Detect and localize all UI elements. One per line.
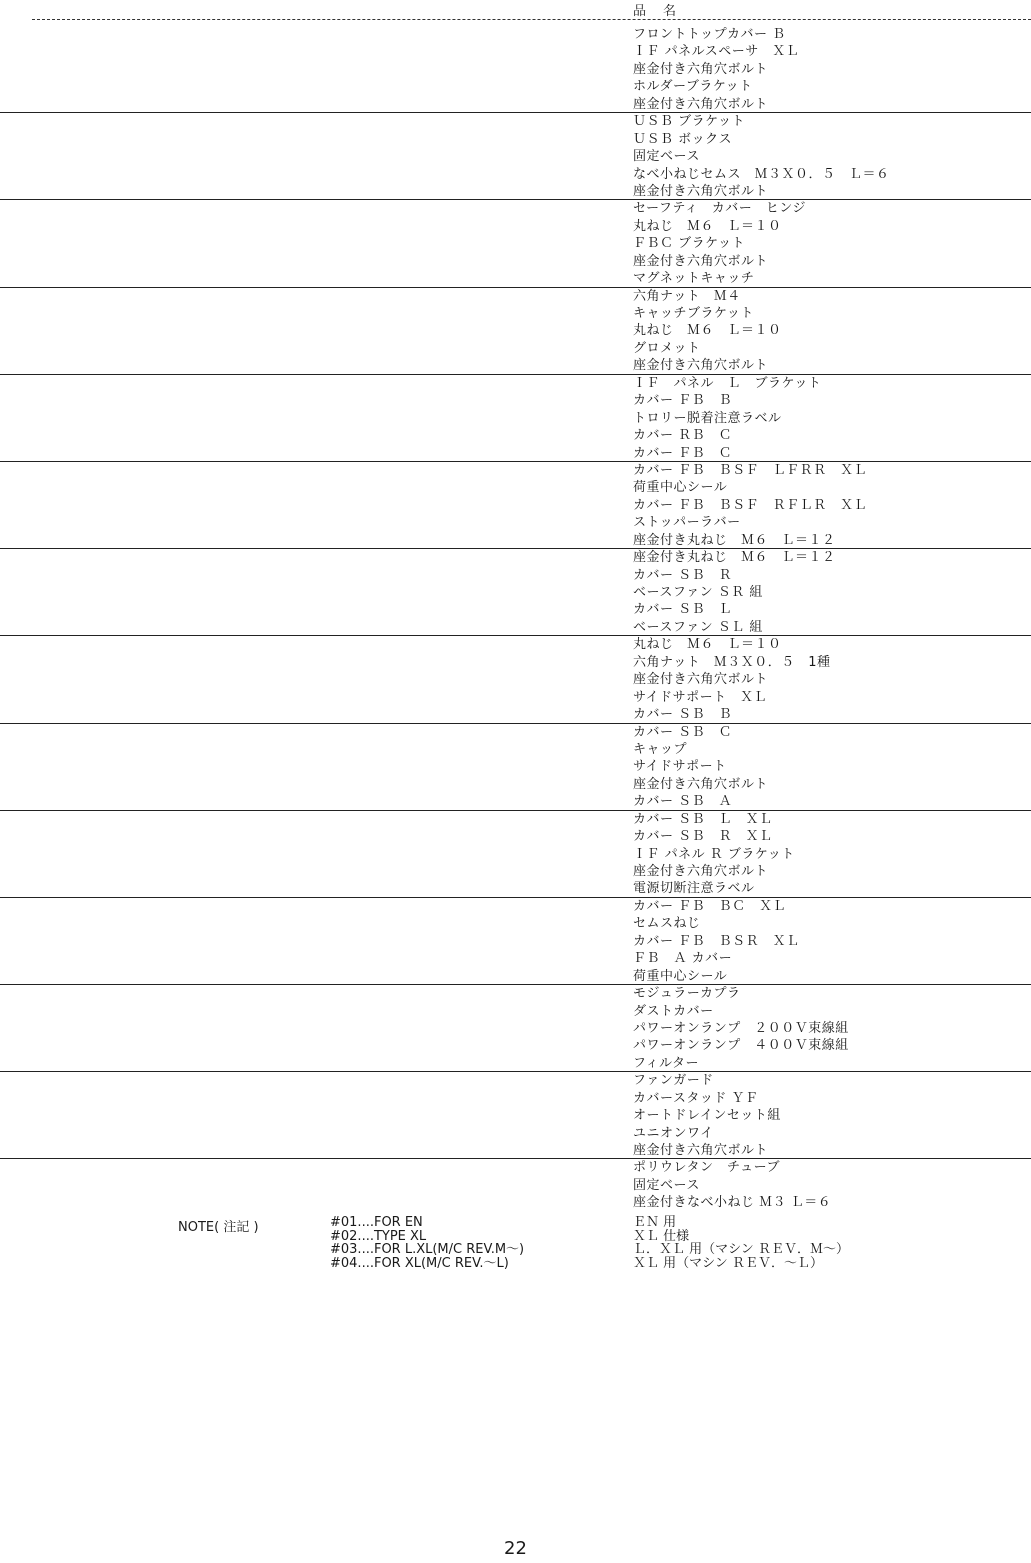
part-group — [0, 26, 1031, 113]
part-item: セムスねじ — [633, 916, 701, 932]
part-item: カバー ＳＢ Ｒ — [633, 567, 733, 583]
part-item: カバー ＳＢ Ｃ — [633, 724, 733, 740]
part-item: 六角ナット Ｍ３Ｘ０．５ 1種 — [633, 654, 831, 670]
note-description: Ｌ．ＸＬ 用（マシン ＲＥＶ．Ｍ～） — [633, 1242, 849, 1257]
part-item: ＦＢＣ ブラケット — [633, 236, 745, 252]
part-item: 座金付き六角穴ボルト — [633, 1143, 769, 1158]
part-item: 丸ねじ Ｍ６ Ｌ＝１０ — [633, 218, 782, 234]
part-item: 固定ベース — [633, 149, 700, 165]
part-group — [0, 549, 1031, 636]
part-item: ＵＳＢ ブラケット — [633, 114, 745, 130]
part-group — [0, 462, 1031, 549]
part-item: ＦＢ Ａ カバー — [633, 951, 733, 967]
part-item: パワーオンランプ ２００Ｖ束線組 — [633, 1020, 849, 1036]
part-item: 荷重中心シール — [633, 968, 728, 984]
part-item: 座金付き六角穴ボルト — [633, 358, 769, 374]
part-item: 丸ねじ Ｍ６ Ｌ＝１０ — [633, 323, 782, 339]
header-dashed-divider — [32, 19, 1031, 20]
note-code: #03....FOR L.XL(M/C REV.M～) — [330, 1242, 525, 1257]
part-item: サイドサポート ＸＬ — [633, 689, 768, 705]
part-item: 座金付き六角穴ボルト — [633, 776, 769, 792]
page-number: 22 — [504, 1538, 527, 1559]
note-code: #02....TYPE XL — [330, 1228, 427, 1244]
parts-list — [0, 26, 1031, 1247]
part-item: グロメット — [633, 340, 701, 356]
part-item: カバー ＦＢ Ｂ — [633, 393, 733, 409]
part-item: 六角ナット Ｍ４ — [633, 288, 741, 304]
part-item: 座金付き六角穴ボルト — [633, 672, 769, 688]
part-group — [0, 985, 1031, 1072]
part-item: 丸ねじ Ｍ６ Ｌ＝１０ — [633, 637, 782, 653]
part-item: マグネットキャッチ — [633, 271, 755, 287]
part-group — [0, 724, 1031, 811]
part-item: カバー ＲＢ Ｃ — [633, 428, 733, 444]
part-item: 座金付き六角穴ボルト — [633, 864, 769, 879]
table-header — [0, 0, 1031, 22]
note-code: #01....FOR EN — [330, 1215, 423, 1230]
part-item: カバー ＦＢ ＢＳＦ ＬＦＲＲ ＸＬ — [633, 462, 868, 478]
part-item: ベースファン ＳＬ 組 — [633, 619, 763, 635]
part-item: キャップ — [633, 741, 688, 757]
part-item: パワーオンランプ ４００Ｖ束線組 — [633, 1038, 849, 1054]
part-item: ＩＦ パネルスペーサ ＸＬ — [633, 44, 800, 60]
part-item: カバー ＳＢ Ａ — [633, 794, 733, 810]
part-item: カバー ＦＢ ＢＳＦ ＲＦＬＲ ＸＬ — [633, 497, 868, 513]
part-item: 電源切断注意ラベル — [633, 881, 755, 897]
part-item: カバー ＦＢ ＢＳＲ ＸＬ — [633, 933, 800, 949]
column-title-part-name: 品 名 — [633, 0, 678, 19]
part-item: 座金付き六角穴ボルト — [633, 61, 769, 77]
part-group — [0, 1072, 1031, 1159]
part-item: カバー ＳＢ Ｌ ＸＬ — [633, 811, 773, 827]
part-item: キャッチブラケット — [633, 306, 754, 321]
part-group — [0, 288, 1031, 375]
part-item: ポリウレタン チューブ — [633, 1160, 780, 1176]
part-item: ＩＦ パネル Ｌ ブラケット — [633, 375, 822, 391]
part-item: ストッパーラバー — [633, 515, 741, 531]
part-item: 座金付き六角穴ボルト — [633, 183, 769, 199]
part-item: ＩＦ パネル Ｒ ブラケット — [633, 846, 795, 862]
part-item: オートドレインセット組 — [633, 1108, 781, 1124]
part-item: なべ小ねじセムス Ｍ３Ｘ０．５ Ｌ＝６ — [633, 166, 890, 182]
part-item: ファンガード — [633, 1073, 714, 1089]
part-item: 荷重中心シール — [633, 480, 728, 496]
part-item: 座金付きなべ小ねじ Ｍ３ Ｌ＝６ — [633, 1195, 832, 1211]
notes-descriptions — [633, 1216, 849, 1270]
notes-codes — [330, 1216, 524, 1270]
part-group — [0, 811, 1031, 898]
part-item: 固定ベース — [633, 1177, 700, 1193]
part-item: ダストカバー — [633, 1003, 714, 1019]
part-item: ユニオンワイ — [633, 1125, 714, 1141]
part-item: セーフティ カバー ヒンジ — [633, 201, 806, 217]
part-item: トロリー脱着注意ラベル — [633, 410, 782, 426]
part-item: カバー ＳＢ Ｌ — [633, 602, 733, 618]
part-group — [0, 898, 1031, 985]
note-code: #04....FOR XL(M/C REV.～L) — [330, 1255, 509, 1271]
part-group — [0, 200, 1031, 287]
notes-label: NOTE( 注記 ) — [178, 1220, 259, 1235]
note-description: ＥＮ 用 — [633, 1215, 677, 1230]
part-item: カバー ＦＢ ＢＣ ＸＬ — [633, 898, 787, 914]
part-item: ベースファン ＳＲ 組 — [633, 585, 763, 600]
part-item: モジュラーカプラ — [633, 986, 741, 1002]
part-item: ホルダーブラケット — [633, 79, 753, 95]
part-group — [0, 636, 1031, 723]
part-item: 座金付き六角穴ボルト — [633, 253, 769, 269]
part-item: サイドサポート — [633, 759, 727, 775]
note-description: ＸＬ 用（マシン ＲＥＶ．～Ｌ） — [633, 1255, 823, 1271]
part-item: 座金付き丸ねじ Ｍ６ Ｌ＝１２ — [633, 550, 836, 566]
part-item: 座金付き六角穴ボルト — [633, 96, 769, 112]
part-item: カバースタッド ＹＦ — [633, 1090, 759, 1106]
part-item: カバー ＳＢ Ｂ — [633, 707, 733, 723]
part-item: カバー ＦＢ Ｃ — [633, 445, 733, 461]
note-description: ＸＬ 仕様 — [633, 1228, 690, 1244]
part-group — [0, 375, 1031, 462]
part-group — [0, 113, 1031, 200]
part-item: 座金付き丸ねじ Ｍ６ Ｌ＝１２ — [633, 532, 836, 548]
part-item: フィルター — [633, 1055, 699, 1071]
part-item: ＵＳＢ ボックス — [633, 131, 733, 147]
part-item: カバー ＳＢ Ｒ ＸＬ — [633, 829, 773, 845]
part-item: フロントトップカバー Ｂ — [633, 27, 786, 42]
